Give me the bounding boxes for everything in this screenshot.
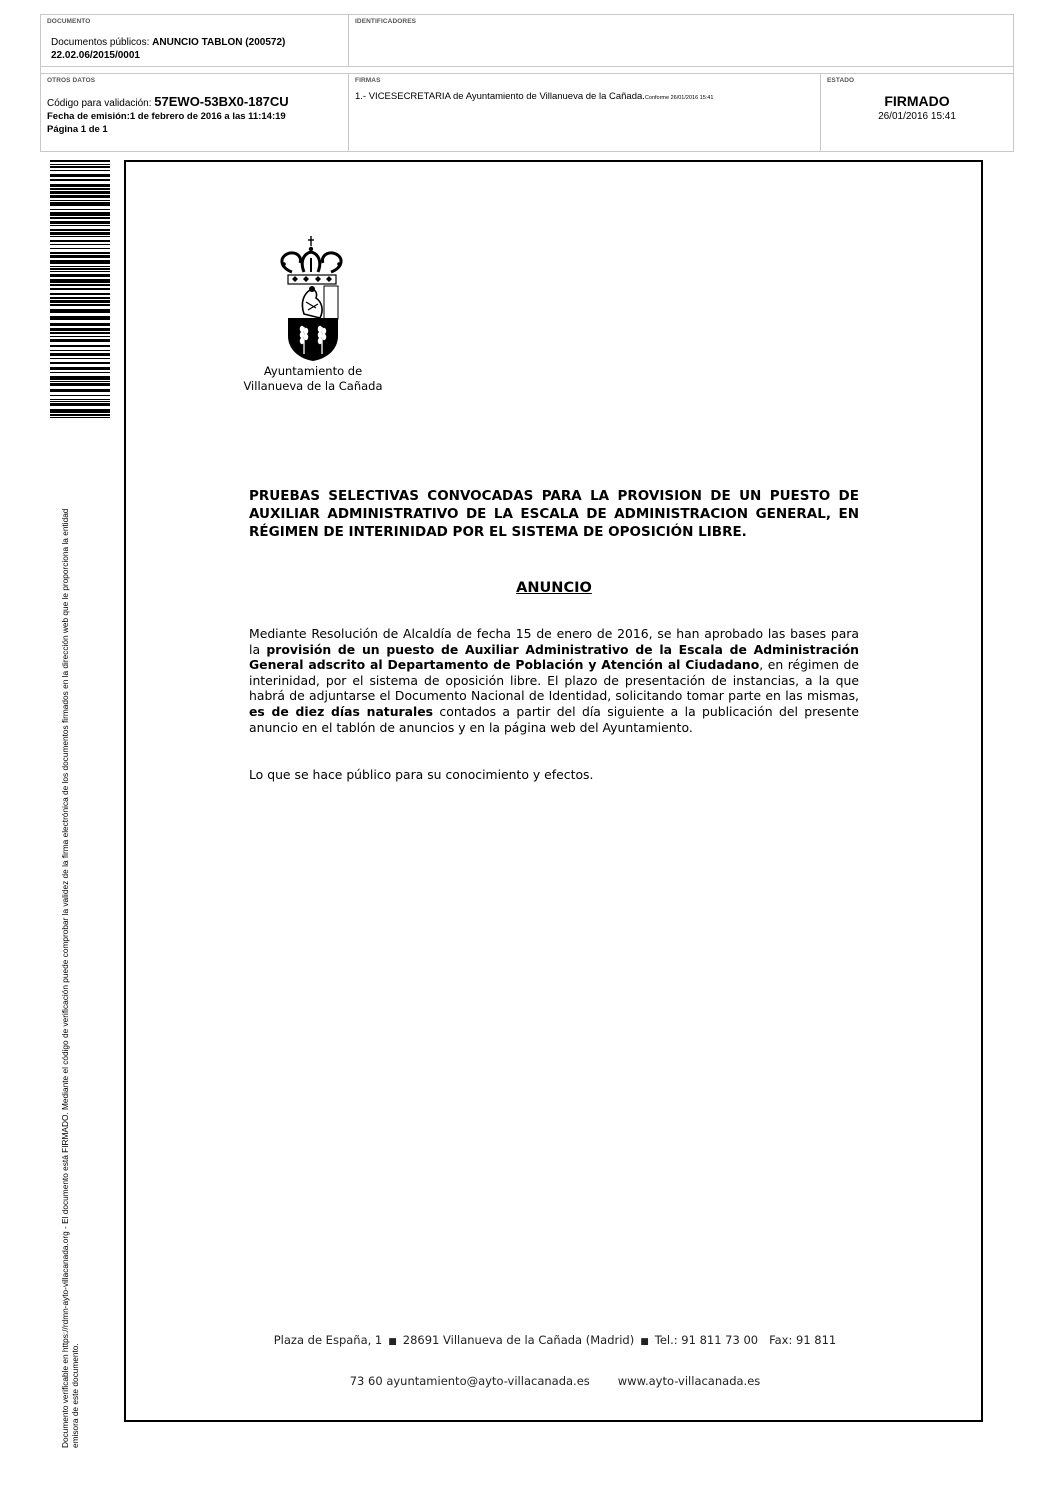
footer-contact-line-1: Plaza de España, 1 ■ 28691 Villanueva de la Cañada (Madrid) ■ Tel.: 91 811 73 00 Fax: 91 811 <box>273 1333 837 1347</box>
side-text-line-2: emisora de este documento. <box>70 1343 80 1448</box>
barcode-bar <box>50 417 110 418</box>
estado-label: ESTADO <box>827 77 855 84</box>
barcode-bar <box>50 248 110 249</box>
barcode-bar <box>50 300 110 303</box>
barcode-bar <box>50 297 110 299</box>
barcode-bar <box>50 316 110 320</box>
barcode-bar <box>50 353 110 356</box>
barcode-bar <box>50 212 110 216</box>
signer-line: 1.- VICESECRETARIA de Ayuntamiento de Villanueva de la Cañada.Conforme 26/01/2016 15:41 <box>355 91 714 102</box>
footer-contact-line-2 <box>250 1374 860 1388</box>
document-page-frame <box>124 160 983 1422</box>
footer-fax: Fax: 91 811 <box>769 1333 837 1347</box>
barcode-bar <box>50 395 110 396</box>
barcode-bar <box>50 229 110 231</box>
barcode-bar <box>50 323 110 326</box>
verification-side-text <box>60 438 80 1448</box>
anuncio-heading: ANUNCIO <box>516 580 592 596</box>
barcode-bar <box>50 188 110 190</box>
status-badge: FIRMADO <box>884 93 950 109</box>
barcode-bar <box>50 164 110 165</box>
barcode-bar <box>50 350 110 351</box>
documento-cell <box>41 15 349 67</box>
documento-number: 22.02.06/2015/0001 <box>51 50 140 61</box>
barcode-bar <box>50 383 110 386</box>
barcode-bar <box>50 184 110 187</box>
barcode-bar <box>50 217 110 219</box>
barcode-bar <box>50 202 110 206</box>
barcode-bar <box>50 179 110 181</box>
signature-note: Conforme 26/01/2016 15:41 <box>644 95 714 101</box>
body-bold-position: provisión de un puesto de Auxiliar Administrativo de la Escala de Administración General adscrito al Departamento de Población y Atención al Ciudadano <box>249 641 859 673</box>
barcode-bar <box>50 362 110 364</box>
footer-email[interactable]: ayuntamiento@ayto-villacanada.es <box>386 1374 590 1388</box>
barcode-bar <box>50 255 110 258</box>
status-date: 26/01/2016 15:41 <box>878 111 956 122</box>
barcode-bar <box>50 260 110 264</box>
barcode-bar <box>50 266 110 267</box>
barcode-bar <box>50 279 110 283</box>
barcode-bar <box>50 332 110 334</box>
barcode-image <box>50 160 110 418</box>
barcode-bar <box>50 381 110 382</box>
barcode-bar <box>50 399 110 400</box>
barcode-bar <box>50 288 110 290</box>
barcode-bar <box>50 160 110 162</box>
barcode-bar <box>50 174 110 177</box>
document-title: PRUEBAS SELECTIVAS CONVOCADAS PARA LA PROVISION DE UN PUESTO DE AUXILIAR ADMINISTRATIVO DE LA ESCALA DE ADMINISTRACION GENERAL, EN RÉGIMEN DE INTERINIDAD POR EL SISTEMA DE OPOSICIÓN LIBRE. <box>249 488 859 540</box>
firmas-cell <box>349 73 821 151</box>
body-bold-deadline: es de diez días naturales <box>249 703 434 719</box>
barcode-bar <box>50 367 110 370</box>
barcode-bar <box>50 240 110 242</box>
barcode-bar <box>50 293 110 295</box>
otros-datos-cell <box>41 73 349 151</box>
barcode-bar <box>50 268 110 270</box>
firmas-label: FIRMAS <box>355 77 381 84</box>
otros-datos-label: OTROS DATOS <box>47 77 96 84</box>
barcode-bar <box>50 166 110 168</box>
body-paragraph: Mediante Resolución de Alcaldía de fecha 15 de enero de 2016, se han aprobado las bases para la provisión de un puesto de Auxiliar Administrativo de la Escala de Administración General adscrito al Departamento de Población y Atención al Ciudadano, en régimen de interinidad, por el sistema de oposición libre. El plazo de presentación de instancias, a la que habrá de adjuntarse el Documento Nacional de Identidad, solicitando tomar parte en las mismas, es de diez días naturales contados a partir del día siguiente a la publicación del presente anuncio en el tablón de anuncios y en la página web del Ayuntamiento. <box>249 626 859 735</box>
footer-web[interactable]: www.ayto-villacanada.es <box>617 1374 761 1388</box>
barcode-bar <box>50 252 110 254</box>
emission-date: Fecha de emisión:1 de febrero de 2016 a las 11:14:19 <box>47 111 286 122</box>
barcode-bar <box>50 191 110 194</box>
barcode-bar <box>50 274 110 277</box>
footer-tel: Tel.: 91 811 73 00 <box>654 1333 759 1347</box>
barcode-bar <box>50 309 110 313</box>
footer-city: 28691 Villanueva de la Cañada (Madrid) <box>402 1333 635 1347</box>
documento-name: Documentos públicos: ANUNCIO TABLON (200572) <box>51 37 286 48</box>
barcode-bar <box>50 403 110 406</box>
barcode-bar <box>50 271 110 272</box>
barcode-bar <box>50 328 110 331</box>
page-count: Página 1 de 1 <box>47 124 108 135</box>
barcode-bar <box>50 236 110 237</box>
coat-of-arms-logo <box>270 232 356 362</box>
barcode-bar <box>50 414 110 416</box>
barcode-bar <box>50 232 110 235</box>
barcode-bar <box>50 170 110 171</box>
barcode-bar <box>50 345 110 347</box>
side-text-line-1: Documento verificable en https://rdmn-ayto-villacanada.org - El documento está FIRMADO. Mediante el código de verificación puede comprobar la validez de la firma electrónica de los documentos firmados en la dirección web que le proporciona la entidad <box>60 508 70 1448</box>
barcode-bar <box>50 304 110 306</box>
logo-caption-line-2: Villanueva de la Cañada <box>243 379 383 393</box>
barcode-bar <box>50 336 110 337</box>
logo-caption-line-1: Ayuntamiento de <box>263 364 363 378</box>
barcode-bar <box>50 221 110 224</box>
barcode-bar <box>50 195 110 198</box>
barcode-bar <box>50 389 110 392</box>
barcode-bar <box>50 376 110 380</box>
closing-paragraph: Lo que se hace público para su conocimiento y efectos. <box>249 767 594 782</box>
barcode-bar <box>50 244 110 245</box>
barcode-bar <box>50 372 110 373</box>
barcode-bar <box>50 225 110 226</box>
barcode-bar <box>50 200 110 201</box>
validation-code: Código para validación: 57EWO-53BX0-187CU <box>47 94 289 109</box>
identificadores-label: IDENTIFICADORES <box>355 18 417 25</box>
barcode-bar <box>50 401 110 402</box>
barcode-bar <box>50 358 110 359</box>
barcode-bar <box>50 409 110 413</box>
identificadores-cell <box>349 15 1013 67</box>
estado-cell <box>821 73 1013 151</box>
footer-address: Plaza de España, 1 <box>273 1333 383 1347</box>
barcode-bar <box>50 339 110 342</box>
document-metadata-table <box>40 14 1014 152</box>
footer-fax-cont: 73 60 <box>349 1374 383 1388</box>
barcode-bar <box>50 284 110 286</box>
documento-label: DOCUMENTO <box>47 18 91 25</box>
barcode-bar <box>50 209 110 210</box>
